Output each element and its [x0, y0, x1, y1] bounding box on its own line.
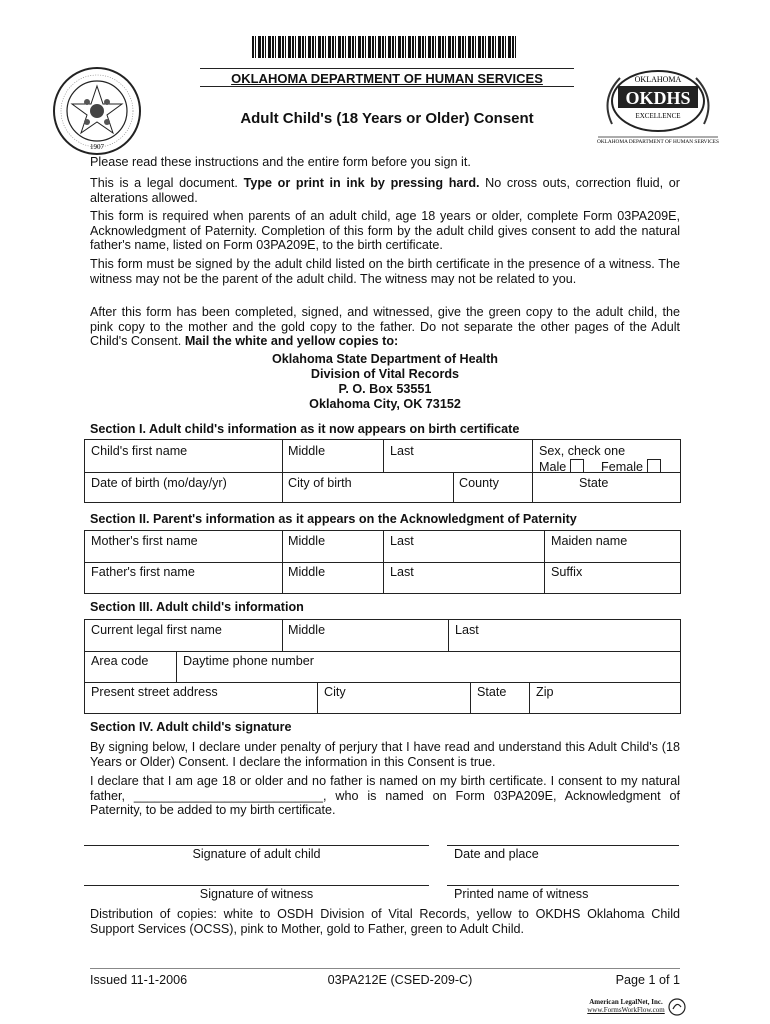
age-declaration: I declare that I am age 18 or older and no father is named on my birth certificate. I consent to my natural father, ___________________________, who is named on Form 03PA209E, Acknowledgment of Paternity, to be added to my birth certificate.: [90, 774, 680, 817]
child-first-name-field[interactable]: Child's first name: [91, 444, 188, 458]
legalnet-logo-icon: [668, 998, 686, 1016]
father-suffix-field[interactable]: Suffix: [551, 565, 583, 579]
child-state-field[interactable]: State: [579, 476, 609, 490]
witness-signature-line[interactable]: [84, 885, 429, 886]
instruction-witness: This form must be signed by the adult child listed on the birth certificate in the presence of a witness. The witness may not be the parent of the adult child. The witness may not be related to you.: [90, 257, 680, 286]
mother-maiden-name-field[interactable]: Maiden name: [551, 534, 628, 548]
legalnet-url: www.FormsWorkFlow.com: [587, 1006, 665, 1014]
sex-label: Sex, check one: [539, 444, 626, 458]
child-signature-line[interactable]: [84, 845, 429, 846]
father-middle-name-field[interactable]: Middle: [288, 565, 326, 579]
state-seal-icon: [52, 66, 142, 156]
instruction-legal: This is a legal document. Type or print in ink by pressing hard. No cross outs, correction fluid, or alterations allowed.: [90, 176, 680, 205]
address-zip-field[interactable]: Zip: [536, 685, 554, 699]
child-dob-field[interactable]: Date of birth (mo/day/yr): [91, 476, 227, 490]
header-rule-bottom: [200, 86, 574, 87]
page-number: Page 1 of 1: [615, 973, 680, 987]
witness-printed-name-label: Printed name of witness: [454, 887, 589, 901]
form-title: Adult Child's (18 Years or Older) Consent: [240, 110, 534, 127]
date-place-line[interactable]: [447, 845, 679, 846]
address-line-4: Oklahoma City, OK 73152: [309, 397, 461, 411]
female-checkbox[interactable]: [647, 459, 661, 473]
footer-rule: [90, 968, 680, 969]
daytime-phone-field[interactable]: Daytime phone number: [183, 654, 314, 668]
barcode: [252, 36, 518, 58]
address-city-field[interactable]: City: [324, 685, 346, 699]
child-last-name-field[interactable]: Last: [390, 444, 414, 458]
child-signature-label: Signature of adult child: [192, 847, 321, 861]
current-middle-name-field[interactable]: Middle: [288, 623, 326, 637]
witness-signature-label: Signature of witness: [199, 887, 314, 901]
legalnet-name: American LegalNet, Inc.: [589, 998, 663, 1006]
svg-text:EXCELLENCE: EXCELLENCE: [635, 112, 681, 120]
section-4-title: Section IV. Adult child's signature: [90, 720, 292, 734]
male-option[interactable]: Male: [539, 459, 584, 474]
perjury-declaration: By signing below, I declare under penalty of perjury that I have read and understand this Adult Child's (18 Years or Older) Consent. I declare the information in this Consent is true.: [90, 740, 680, 769]
child-city-of-birth-field[interactable]: City of birth: [288, 476, 352, 490]
mother-middle-name-field[interactable]: Middle: [288, 534, 326, 548]
okdhs-logo: [592, 64, 724, 146]
issued-date: Issued 11-1-2006: [90, 973, 188, 987]
date-place-label: Date and place: [454, 847, 539, 861]
form-number: 03PA212E (CSED-209-C): [327, 973, 473, 987]
section-2-table: [84, 530, 681, 594]
father-last-name-field[interactable]: Last: [390, 565, 414, 579]
svg-text:OKDHS: OKDHS: [625, 88, 691, 108]
instruction-required: This form is required when parents of an adult child, age 18 years or older, complete Form 03PA209E, Acknowledgment of Paternity. Completion of this form by the adult child gives consent to add the natural father's name, listed on Form 03PA209E, to the birth certificate.: [90, 209, 680, 252]
child-county-field[interactable]: County: [459, 476, 499, 490]
male-checkbox[interactable]: [570, 459, 584, 473]
current-last-name-field[interactable]: Last: [455, 623, 479, 637]
department-name: OKLAHOMA DEPARTMENT OF HUMAN SERVICES: [231, 71, 543, 86]
section-3-title: Section III. Adult child's information: [90, 600, 304, 614]
address-state-field[interactable]: State: [477, 685, 507, 699]
distribution-of-copies: Distribution of copies: white to OSDH Division of Vital Records, yellow to OKDHS Oklahoma Child Support Services (OCSS), pink to Mother, gold to Father, green to Adult Child.: [90, 907, 680, 936]
svg-text:OKLAHOMA: OKLAHOMA: [634, 75, 682, 84]
child-middle-name-field[interactable]: Middle: [288, 444, 326, 458]
section-1-title: Section I. Adult child's information as it now appears on birth certificate: [90, 422, 520, 436]
svg-text:OKLAHOMA DEPARTMENT OF HUMAN S: OKLAHOMA DEPARTMENT OF HUMAN SERVICES: [597, 139, 719, 145]
area-code-field[interactable]: Area code: [91, 654, 149, 668]
current-first-name-field[interactable]: Current legal first name: [91, 623, 222, 637]
mother-first-name-field[interactable]: Mother's first name: [91, 534, 198, 548]
section-2-title: Section II. Parent's information as it appears on the Acknowledgment of Paternity: [90, 512, 577, 526]
mother-last-name-field[interactable]: Last: [390, 534, 414, 548]
section-1-table: [84, 439, 681, 503]
instruction-read: Please read these instructions and the entire form before you sign it.: [90, 155, 471, 169]
address-line-3: P. O. Box 53551: [338, 382, 432, 396]
father-first-name-field[interactable]: Father's first name: [91, 565, 195, 579]
instruction-copies: After this form has been completed, signed, and witnessed, give the green copy to the adult child, the pink copy to the mother and the gold copy to the father. Do not separate the other pages of the Adult Child's Consent. Mail the white and yellow copies to:: [90, 305, 680, 348]
svg-text:1907: 1907: [90, 143, 104, 151]
street-address-field[interactable]: Present street address: [91, 685, 218, 699]
witness-printed-name-line[interactable]: [447, 885, 679, 886]
address-line-2: Division of Vital Records: [310, 367, 460, 381]
address-line-1: Oklahoma State Department of Health: [271, 352, 499, 366]
section-3-table: [84, 619, 681, 714]
female-option[interactable]: Female: [601, 459, 661, 474]
header-rule-top: [200, 68, 574, 69]
